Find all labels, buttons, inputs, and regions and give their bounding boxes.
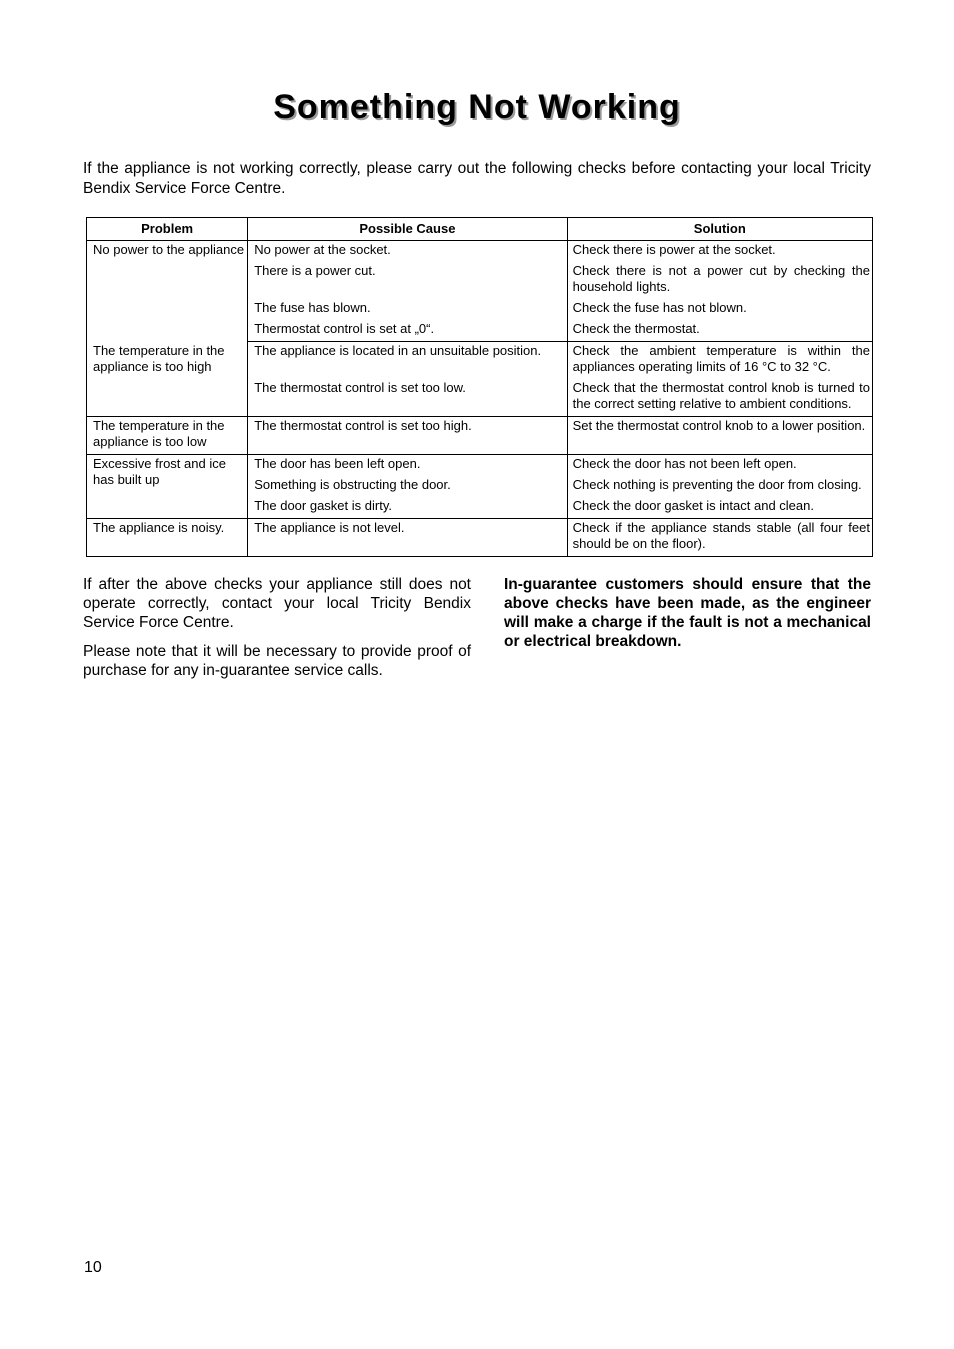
page-title: Something Not Working <box>273 88 681 126</box>
header-problem: Problem <box>87 218 248 241</box>
solution-text: Check that the thermostat control knob is turned to the correct setting relative to ambient conditions. <box>572 380 870 411</box>
cause-text: The thermostat control is set too high. <box>254 418 472 433</box>
solution-text: Check the ambient temperature is within the appliances operating limits of 16 °C to 32 °C. <box>572 343 870 374</box>
header-solution: Solution <box>567 218 872 241</box>
table-row <box>87 342 873 380</box>
table-header-row <box>87 218 873 241</box>
intro-paragraph: If the appliance is not working correctly, please carry out the following checks before contacting your local Tricity Bendix Service Force Centre. <box>83 160 871 197</box>
cause-text: The appliance is located in an unsuitable position. <box>254 343 542 358</box>
problem-cell <box>87 241 248 342</box>
cause-text: There is a power cut. <box>254 263 376 278</box>
footer-left-column <box>83 575 471 690</box>
solution-text: Check the thermostat. <box>572 321 700 336</box>
table-row <box>87 417 873 455</box>
cause-text: The door has been left open. <box>254 456 421 471</box>
page-number: 10 <box>84 1259 102 1276</box>
cause-text: The door gasket is dirty. <box>254 498 392 513</box>
cause-text: Something is obstructing the door. <box>254 477 451 492</box>
problem-text: Excessive frost and ice has built up <box>93 456 226 487</box>
cause-text: No power at the socket. <box>254 242 391 257</box>
problem-cell <box>87 519 248 557</box>
table-row <box>87 519 873 557</box>
cause-text: Thermostat control is set at „0“. <box>254 321 435 336</box>
service-contact-paragraph: If after the above checks your appliance still does not operate correctly, contact your local Tricity Bendix Service Force Centre. <box>83 576 471 631</box>
problem-text: The temperature in the appliance is too low <box>93 418 225 449</box>
solution-text: Check the fuse has not blown. <box>572 300 747 315</box>
solution-text: Check there is power at the socket. <box>572 242 776 257</box>
problem-text: The appliance is noisy. <box>93 520 225 535</box>
solution-text: Check nothing is preventing the door from closing. <box>572 477 862 492</box>
problem-text: The temperature in the appliance is too high <box>93 342 225 374</box>
solution-text: Set the thermostat control knob to a lower position. <box>572 418 866 433</box>
cause-text: The appliance is not level. <box>254 520 405 535</box>
guarantee-warning: In-guarantee customers should ensure that the above checks have been made, as the engineer will make a charge if the fault is not a mechanical or electrical breakdown. <box>504 576 871 650</box>
table-row <box>87 241 873 263</box>
problem-text: No power to the appliance <box>93 242 245 257</box>
solution-text: Check there is not a power cut by checking the household lights. <box>572 263 870 294</box>
header-possible-cause: Possible Cause <box>248 218 567 241</box>
cause-text: The thermostat control is set too low. <box>254 380 466 395</box>
solution-text: Check if the appliance stands stable (all four feet should be on the floor). <box>572 520 870 551</box>
solution-text: Check the door gasket is intact and clean. <box>572 498 814 513</box>
problem-cell <box>87 417 248 455</box>
troubleshooting-table <box>86 217 873 557</box>
table-row <box>87 455 873 477</box>
problem-cell <box>87 342 248 417</box>
cause-text: The fuse has blown. <box>254 300 371 315</box>
proof-of-purchase-paragraph: Please note that it will be necessary to provide proof of purchase for any in-guarantee service calls. <box>83 643 471 679</box>
problem-cell <box>87 455 248 519</box>
solution-text: Check the door has not been left open. <box>572 456 797 471</box>
